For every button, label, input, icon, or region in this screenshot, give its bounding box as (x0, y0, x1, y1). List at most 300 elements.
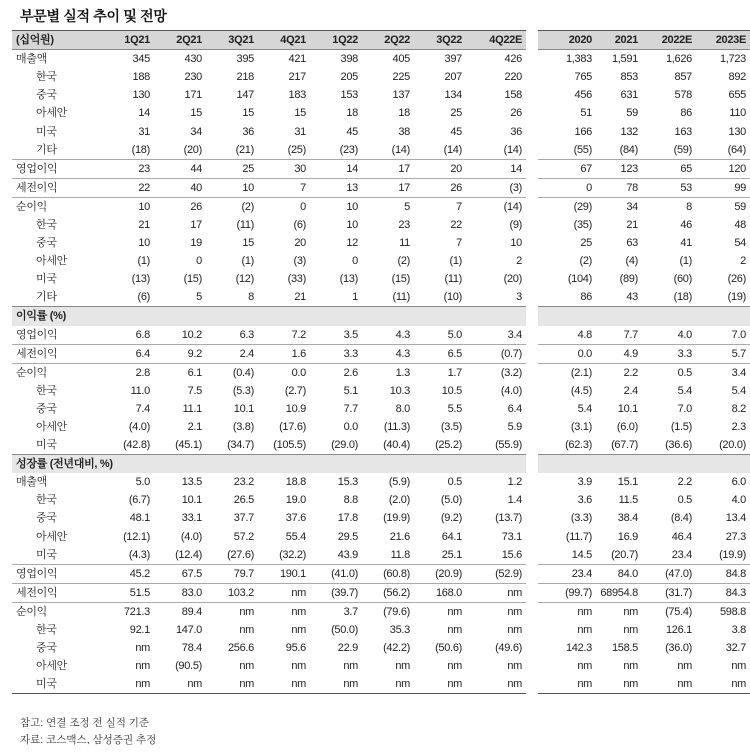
cell-value: (50.6) (435, 642, 462, 655)
row-label: 한국 (36, 624, 57, 637)
column-header: 1Q22 (310, 31, 362, 50)
cell-value: 5.9 (507, 421, 522, 434)
cell-value: 26.5 (233, 494, 254, 507)
cell-value: (1) (241, 255, 254, 268)
table-row (12, 436, 750, 455)
cell-value: (26) (727, 273, 746, 286)
cell-value: 7.7 (343, 402, 358, 415)
row-label: 미국 (36, 439, 57, 452)
cell-value: 51 (580, 107, 592, 120)
cell-value: 4.9 (596, 344, 642, 363)
cell-value: 13.5 (181, 476, 202, 489)
cell-value: (25) (287, 143, 306, 156)
cell-value: (49.6) (495, 642, 522, 655)
cell-value: (55) (573, 143, 592, 156)
cell-value: 721.3 (108, 602, 154, 621)
cell-value: (31.7) (642, 583, 696, 602)
cell-value: (4.3) (128, 548, 150, 561)
cell-value: (3.8) (232, 421, 254, 434)
column-gap (526, 564, 538, 583)
cell-value: nm (239, 660, 254, 673)
cell-value: 10 (510, 237, 522, 250)
cell-value: 83.0 (154, 583, 206, 602)
cell-value: 45.2 (108, 564, 154, 583)
column-gap (526, 583, 538, 602)
cell-value: 34 (596, 197, 642, 216)
cell-value: 84.0 (596, 564, 642, 583)
cell-value: 0.5 (642, 363, 696, 382)
cell-value: (3) (466, 178, 526, 197)
cell-value: (67.7) (611, 439, 638, 452)
row-label: 영업이익 (12, 564, 108, 583)
cell-value: 1,591 (611, 53, 638, 66)
cell-value: 456 (574, 89, 592, 102)
cell-value: 168.0 (414, 583, 466, 602)
cell-value: nm (577, 624, 592, 637)
cell-value: 5.1 (343, 384, 358, 397)
cell-value: 15.3 (337, 476, 358, 489)
cell-value: 23 (398, 218, 410, 231)
cell-value: (11.7) (565, 530, 592, 543)
cell-value: (6) (137, 291, 150, 304)
cell-value: 7.7 (623, 328, 638, 341)
cell-value: 130 (728, 125, 746, 138)
cell-value: (3.1) (570, 421, 592, 434)
cell-value: 166 (574, 125, 592, 138)
footnotes (20, 715, 156, 749)
cell-value: nm (291, 624, 306, 637)
column-header: 1Q21 (108, 31, 154, 50)
cell-value: 163 (674, 125, 692, 138)
cell-value: 426 (504, 53, 522, 66)
cell-value: 13.4 (725, 512, 746, 525)
cell-value: 5.5 (447, 402, 462, 415)
cell-value: 43.9 (337, 548, 358, 561)
column-gap (526, 326, 538, 345)
cell-value: 8.8 (343, 494, 358, 507)
cell-value: 86 (580, 291, 592, 304)
cell-value: (19.9) (383, 512, 410, 525)
cell-value: 17.8 (337, 512, 358, 525)
column-header: 2Q22 (362, 31, 414, 50)
cell-value: 16.9 (617, 530, 638, 543)
table-row (12, 491, 750, 509)
cell-value: 147.0 (175, 624, 202, 637)
cell-value: nm (642, 675, 696, 694)
column-gap (526, 178, 538, 197)
cell-value: (39.7) (310, 583, 362, 602)
cell-value: 14 (466, 159, 526, 178)
cell-value: (40.4) (383, 439, 410, 452)
cell-value: 130 (132, 89, 150, 102)
cell-value: 0 (258, 197, 310, 216)
cell-value: (2.1) (538, 363, 596, 382)
table-row (12, 473, 750, 491)
cell-value: nm (135, 660, 150, 673)
cell-value: (1) (679, 255, 692, 268)
cell-value: 153 (340, 89, 358, 102)
cell-value: 48.1 (129, 512, 150, 525)
column-gap (526, 122, 538, 140)
cell-value: (20.9) (414, 564, 466, 583)
cell-value: 7 (456, 237, 462, 250)
cell-value: 21 (294, 291, 306, 304)
cell-value: 92.1 (129, 624, 150, 637)
cell-value: (11) (392, 291, 410, 304)
table-row (12, 564, 750, 583)
cell-value: 1.2 (507, 476, 522, 489)
cell-value: (20) (183, 143, 202, 156)
cell-value: 6.3 (239, 328, 254, 341)
table-row (12, 639, 750, 657)
cell-value: (4) (625, 255, 638, 268)
row-label: 중국 (36, 512, 57, 525)
cell-value: (47.0) (642, 564, 696, 583)
cell-value: 5.0 (447, 328, 462, 341)
cell-value: 84.3 (696, 583, 750, 602)
cell-value: 10 (206, 178, 258, 197)
cell-value: 158 (504, 89, 522, 102)
cell-value: nm (291, 660, 306, 673)
cell-value: 345 (132, 53, 150, 66)
cell-value: nm (135, 642, 150, 655)
cell-value: 3.8 (731, 624, 746, 637)
cell-value: 99 (696, 178, 750, 197)
cell-value: 17 (362, 178, 414, 197)
cell-value: (32.2) (279, 548, 306, 561)
table-row (12, 234, 750, 252)
cell-value: 26 (154, 197, 206, 216)
cell-value: 397 (444, 53, 462, 66)
cell-value: (35) (573, 218, 592, 231)
section-label: 성장률 (전년대비, %) (12, 455, 526, 474)
cell-value: 3.9 (577, 476, 592, 489)
cell-value: 3.7 (310, 602, 362, 621)
cell-value: (25.2) (435, 439, 462, 452)
cell-value: (0.7) (466, 344, 526, 363)
cell-value: (11) (236, 218, 254, 231)
column-gap (526, 657, 538, 675)
cell-value: (36.0) (665, 642, 692, 655)
cell-value: (45.1) (175, 439, 202, 452)
cell-value: (13.7) (495, 512, 522, 525)
row-label: 매출액 (16, 476, 47, 489)
cell-value: 1,626 (665, 53, 692, 66)
cell-value: 10 (138, 237, 150, 250)
cell-value: nm (623, 660, 638, 673)
cell-value: nm (414, 602, 466, 621)
cell-value: 218 (236, 71, 254, 84)
table-row (12, 657, 750, 675)
cell-value: 46 (680, 218, 692, 231)
cell-value: 10.9 (285, 402, 306, 415)
cell-value: nm (258, 675, 310, 694)
cell-value: 8 (642, 197, 696, 216)
cell-value: nm (258, 583, 310, 602)
cell-value: 183 (288, 89, 306, 102)
cell-value: nm (696, 675, 750, 694)
column-gap (526, 197, 538, 216)
cell-value: 95.6 (285, 642, 306, 655)
cell-value: 7 (258, 178, 310, 197)
unit-label: (십억원) (12, 31, 108, 50)
column-header: 4Q21 (258, 31, 310, 50)
cell-value: 22 (108, 178, 154, 197)
cell-value: 17 (190, 218, 202, 231)
cell-value: 73.1 (501, 530, 522, 543)
cell-value: (56.2) (362, 583, 414, 602)
cell-value: (12.4) (175, 548, 202, 561)
cell-value: 31 (294, 125, 306, 138)
cell-value: 3.3 (310, 344, 362, 363)
cell-value: 40 (154, 178, 206, 197)
cell-value: (17.6) (279, 421, 306, 434)
cell-value: 19.0 (285, 494, 306, 507)
cell-value: 2.1 (187, 421, 202, 434)
column-header: 3Q22 (414, 31, 466, 50)
cell-value: nm (731, 660, 746, 673)
column-gap (526, 491, 538, 509)
cell-value: 23 (108, 159, 154, 178)
cell-value: nm (596, 675, 642, 694)
row-label: 미국 (36, 125, 57, 138)
cell-value: 46.4 (671, 530, 692, 543)
cell-value: 1.4 (507, 494, 522, 507)
column-gap (526, 86, 538, 104)
row-label: 아세안 (36, 255, 67, 268)
cell-value: 398 (340, 53, 358, 66)
cell-value: 3.5 (343, 328, 358, 341)
table-row (12, 288, 750, 307)
table-row (12, 104, 750, 122)
row-label: 세전이익 (12, 344, 108, 363)
column-gap (526, 288, 538, 307)
row-label: 영업이익 (16, 328, 58, 341)
table-row (12, 509, 750, 527)
row-label: 매출액 (16, 53, 47, 66)
column-gap (526, 252, 538, 270)
cell-value: (52.9) (466, 564, 526, 583)
cell-value: (12.1) (123, 530, 150, 543)
cell-value: 11.1 (182, 402, 202, 415)
cell-value: 11.8 (390, 548, 410, 561)
cell-value: nm (310, 675, 362, 694)
column-gap (526, 234, 538, 252)
column-gap (526, 363, 538, 382)
cell-value: (15) (183, 273, 202, 286)
column-gap (526, 436, 538, 455)
cell-value: 4.0 (731, 494, 746, 507)
cell-value: (5.9) (388, 476, 410, 489)
row-label: 기타 (36, 143, 57, 156)
cell-value: nm (108, 675, 154, 694)
cell-value: 21.6 (389, 530, 410, 543)
cell-value: (19.9) (719, 548, 746, 561)
cell-value: 10.5 (441, 384, 462, 397)
cell-value: 3.4 (696, 363, 750, 382)
row-label: 미국 (36, 548, 57, 561)
cell-value: 68954.8 (596, 583, 642, 602)
cell-value: 45 (450, 125, 462, 138)
cell-value: 63 (626, 237, 638, 250)
column-gap (526, 639, 538, 657)
cell-value: nm (538, 675, 596, 694)
cell-value: (75.4) (642, 602, 696, 621)
cell-value: (9.2) (440, 512, 462, 525)
cell-value: 142.3 (565, 642, 592, 655)
cell-value: 110 (729, 107, 746, 120)
cell-value: 10.1 (233, 402, 254, 415)
cell-value: 892 (728, 71, 746, 84)
cell-value: 59 (696, 197, 750, 216)
cell-value: (5.0) (440, 494, 462, 507)
column-gap (526, 159, 538, 178)
cell-value: 5.4 (731, 384, 746, 397)
cell-value: 123 (596, 159, 642, 178)
cell-value: 51.5 (108, 583, 154, 602)
row-label: 아세안 (36, 660, 67, 673)
cell-value: 2.4 (623, 384, 638, 397)
cell-value: 36 (242, 125, 254, 138)
cell-value: (2) (579, 255, 592, 268)
cell-value: (14) (443, 143, 462, 156)
cell-value: 0 (352, 255, 358, 268)
cell-value: 3 (516, 291, 522, 304)
cell-value: 120 (696, 159, 750, 178)
row-label: 아세안 (36, 530, 67, 543)
cell-value: (42.2) (383, 642, 410, 655)
cell-value: 190.1 (258, 564, 310, 583)
cell-value: (0.4) (206, 363, 258, 382)
cell-value: nm (466, 583, 526, 602)
cell-value: 26 (510, 107, 522, 120)
cell-value: nm (343, 660, 358, 673)
column-header: 2021 (596, 31, 642, 50)
cell-value: 45 (346, 125, 358, 138)
cell-value: 14 (138, 107, 150, 120)
cell-value: 15 (294, 107, 306, 120)
cell-value: nm (395, 660, 410, 673)
cell-value: (20) (503, 273, 522, 286)
column-gap (526, 31, 538, 50)
column-header: 2Q21 (154, 31, 206, 50)
cell-value: 25 (206, 159, 258, 178)
cell-value: 32.7 (725, 642, 746, 655)
cell-value: 15 (242, 107, 254, 120)
section-fill (538, 455, 750, 474)
cell-value: 38 (398, 125, 410, 138)
cell-value: (99.7) (538, 583, 596, 602)
cell-value: 7.0 (677, 402, 692, 415)
cell-value: nm (362, 675, 414, 694)
column-gap (526, 602, 538, 621)
cell-value: (14) (503, 143, 522, 156)
cell-value: (64) (727, 143, 746, 156)
cell-value: nm (677, 660, 692, 673)
cell-value: (20.0) (719, 439, 746, 452)
column-gap (526, 141, 538, 160)
row-label: 기타 (36, 291, 57, 304)
cell-value: 18.8 (285, 476, 306, 489)
cell-value: 35.3 (389, 624, 410, 637)
cell-value: 4.0 (677, 328, 692, 341)
cell-value: 23.4 (538, 564, 596, 583)
cell-value: 84.8 (696, 564, 750, 583)
cell-value: 86 (680, 107, 692, 120)
cell-value: 2.4 (206, 344, 258, 363)
table-row (12, 583, 750, 602)
cell-value: 1 (352, 291, 358, 304)
cell-value: (13) (131, 273, 150, 286)
cell-value: (2) (206, 197, 258, 216)
cell-value: 3.6 (577, 494, 592, 507)
row-label: 미국 (36, 273, 57, 286)
cell-value: 38.4 (617, 512, 638, 525)
cell-value: 7.0 (731, 328, 746, 341)
cell-value: 5.0 (135, 476, 150, 489)
cell-value: (2.0) (388, 494, 410, 507)
column-gap (526, 473, 538, 491)
cell-value: 158.5 (611, 642, 638, 655)
table-row (12, 418, 750, 436)
cell-value: 14.5 (571, 548, 592, 561)
column-header: 3Q21 (206, 31, 258, 50)
table-row (12, 363, 750, 382)
column-gap (526, 382, 538, 400)
cell-value: (9) (509, 218, 522, 231)
cell-value: 395 (236, 53, 254, 66)
cell-value: (104) (567, 273, 592, 286)
cell-value: 256.6 (227, 642, 254, 655)
row-label: 미국 (12, 675, 108, 694)
cell-value: (14) (391, 143, 410, 156)
table-row (12, 270, 750, 288)
cell-value: 11 (399, 237, 410, 250)
table-row (12, 68, 750, 86)
cell-value: 54 (734, 237, 746, 250)
cell-value: 217 (288, 71, 306, 84)
cell-value: 6.4 (507, 402, 522, 415)
table-row (12, 400, 750, 418)
cell-value: (59) (673, 143, 692, 156)
cell-value: 8 (248, 291, 254, 304)
cell-value: nm (466, 675, 526, 694)
cell-value: nm (538, 602, 596, 621)
cell-value: 2.3 (731, 421, 746, 434)
cell-value: (13) (339, 273, 358, 286)
cell-value: nm (447, 624, 462, 637)
cell-value: 205 (340, 71, 358, 84)
cell-value: 11.5 (618, 494, 638, 507)
cell-value: 55.4 (285, 530, 306, 543)
cell-value: 171 (184, 89, 202, 102)
cell-value: 5 (362, 197, 414, 216)
cell-value: 6.5 (414, 344, 466, 363)
cell-value: 67.5 (154, 564, 206, 583)
cell-value: 7.2 (291, 328, 306, 341)
row-label: 중국 (36, 402, 57, 415)
cell-value: (1) (449, 255, 462, 268)
cell-value: (11) (444, 273, 462, 286)
cell-value: (29.0) (331, 439, 358, 452)
row-label: 중국 (36, 642, 57, 655)
cell-value: 126.1 (665, 624, 692, 637)
cell-value: 1,723 (719, 53, 746, 66)
cell-value: 33.1 (181, 512, 202, 525)
row-label: 아세안 (36, 421, 67, 434)
row-label: 중국 (36, 89, 57, 102)
column-gap (526, 675, 538, 694)
